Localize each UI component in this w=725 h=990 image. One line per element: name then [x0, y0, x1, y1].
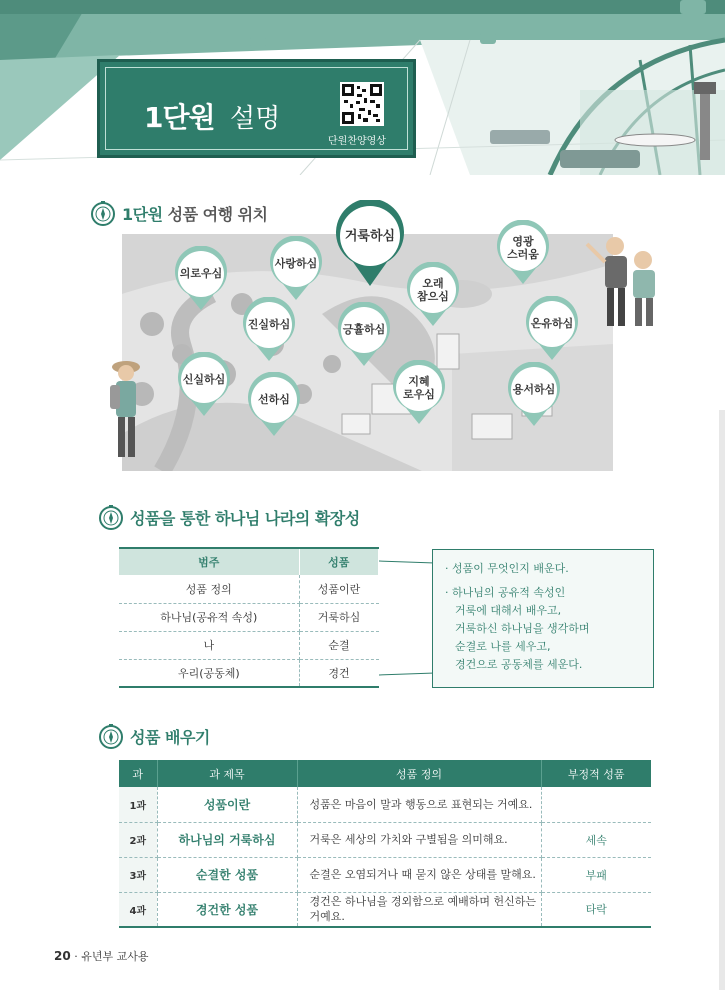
woman-guide-illustration: [104, 355, 150, 465]
lesson-number: 4과: [119, 892, 157, 927]
table-row: [119, 822, 651, 857]
lesson-negative-trait: 세속: [541, 822, 651, 857]
pin-label: 영광 스러움: [507, 234, 539, 261]
table-row: [119, 575, 379, 603]
pin-label: 신실하심: [182, 373, 226, 387]
section-2-title-mid: 하나님 나라: [214, 508, 295, 528]
table-header: 과: [119, 760, 157, 787]
pin-holiness[interactable]: [333, 200, 407, 288]
unit-title-box: [97, 59, 416, 158]
pin-gentleness[interactable]: [523, 296, 581, 362]
compass-icon: [98, 504, 124, 530]
compass-icon: [98, 723, 124, 749]
pin-label: 지혜 로우심: [403, 374, 435, 401]
table-cell: 순결: [299, 631, 378, 659]
pin-forgiveness[interactable]: [505, 362, 563, 428]
section-1-title-pre: 1단원: [122, 204, 163, 224]
pin-compassion[interactable]: [335, 302, 393, 368]
lesson-number: 2과: [119, 822, 157, 857]
section-2-title-post: 의 확장성: [294, 508, 360, 528]
table-cell: 경건: [299, 659, 378, 687]
note-line: · 하나님의 공유적 속성인: [445, 586, 566, 599]
table-header: 성품: [299, 548, 378, 575]
lesson-negative-trait: 타락: [541, 892, 651, 927]
lesson-negative-trait: 부패: [541, 857, 651, 892]
pin-label: 긍휼하심: [342, 323, 386, 337]
note-line: 순결로 나를 세우고,: [455, 640, 551, 653]
pin-righteousness[interactable]: [172, 246, 230, 312]
pin-love[interactable]: [267, 236, 325, 302]
children-illustration: [585, 232, 665, 332]
table-header: 성품 정의: [297, 760, 541, 787]
pin-label: 의로우심: [179, 267, 223, 281]
lesson-title: 경건한 성품: [157, 892, 297, 927]
table-row: [119, 603, 379, 631]
lesson-definition: 순결은 오염되거나 때 묻지 않은 상태를 말해요.: [297, 857, 541, 892]
section-2-header: [98, 504, 360, 530]
qr-code[interactable]: [340, 82, 384, 126]
lesson-definition: 경건은 하나님을 경외함으로 예배하며 헌신하는 거예요.: [297, 892, 541, 927]
table-cell: 우리(공동체): [119, 659, 299, 687]
footer-text: · 유년부 교사용: [74, 950, 149, 963]
qr-code-icon: [342, 84, 382, 124]
lesson-definition: 거룩은 세상의 가치와 구별됨을 의미해요.: [297, 822, 541, 857]
unit-subtitle: 설명: [230, 104, 281, 134]
section-1-title-post: 성품 여행 위치: [167, 204, 268, 224]
page-footer: [54, 948, 148, 964]
lesson-title: 하나님의 거룩하심: [157, 822, 297, 857]
table-row: [119, 787, 651, 822]
note-line: 경건으로 공동체를 세운다.: [455, 658, 583, 671]
section-3-title: 성품 배우기: [130, 727, 210, 747]
table-row: [119, 857, 651, 892]
pin-truthfulness[interactable]: [240, 297, 298, 363]
pin-label: 오래 참으심: [417, 276, 449, 303]
connector-lines: [379, 555, 439, 685]
note-line: 거룩에 대해서 배우고,: [455, 604, 562, 617]
lesson-definition: 성품은 마음이 말과 행동으로 표현되는 거예요.: [297, 787, 541, 822]
pin-label: 거룩하심: [344, 229, 396, 245]
character-category-table: [119, 547, 379, 688]
lesson-negative-trait: [541, 787, 651, 822]
pin-patience[interactable]: [404, 262, 462, 328]
objectives-note-box: [432, 549, 654, 688]
pin-label: 용서하심: [512, 383, 556, 397]
lesson-number: 3과: [119, 857, 157, 892]
table-header: 범주: [119, 548, 299, 575]
section-2-title-pre: 성품을 통한: [130, 508, 210, 528]
pin-glory[interactable]: [494, 220, 552, 286]
note-line: 거룩하신 하나님을 생각하며: [455, 622, 590, 635]
lesson-number: 1과: [119, 787, 157, 822]
pin-goodness[interactable]: [245, 372, 303, 438]
table-cell: 성품이란: [299, 575, 378, 603]
pin-label: 온유하심: [530, 317, 574, 331]
lesson-title: 성품이란: [157, 787, 297, 822]
table-cell: 거룩하심: [299, 603, 378, 631]
table-header: 과 제목: [157, 760, 297, 787]
table-cell: 하나님(공유적 속성): [119, 603, 299, 631]
section-1-title: [122, 202, 268, 225]
compass-icon: [90, 200, 116, 226]
pin-label: 선하심: [258, 393, 290, 407]
pin-label: 사랑하심: [274, 257, 318, 271]
table-cell: 성품 정의: [119, 575, 299, 603]
qr-caption: 단원찬양영상: [328, 136, 386, 147]
pin-wisdom[interactable]: [390, 360, 448, 426]
unit-title: 1단원: [144, 101, 215, 134]
table-header: 부정적 성품: [541, 760, 651, 787]
section-1-header: [90, 200, 268, 226]
section-2-title: [130, 506, 360, 529]
table-cell: 나: [119, 631, 299, 659]
table-row: [119, 631, 379, 659]
table-row: [119, 892, 651, 927]
note-line: · 성품이 무엇인지 배운다.: [445, 562, 569, 575]
side-edge-bar: [719, 410, 725, 990]
pin-faithfulness[interactable]: [175, 352, 233, 418]
pin-label: 진실하심: [247, 318, 291, 332]
page-number: 20: [54, 949, 71, 963]
table-row: [119, 659, 379, 687]
lesson-title: 순결한 성품: [157, 857, 297, 892]
lessons-table: [119, 760, 651, 928]
section-3-header: [98, 723, 210, 749]
